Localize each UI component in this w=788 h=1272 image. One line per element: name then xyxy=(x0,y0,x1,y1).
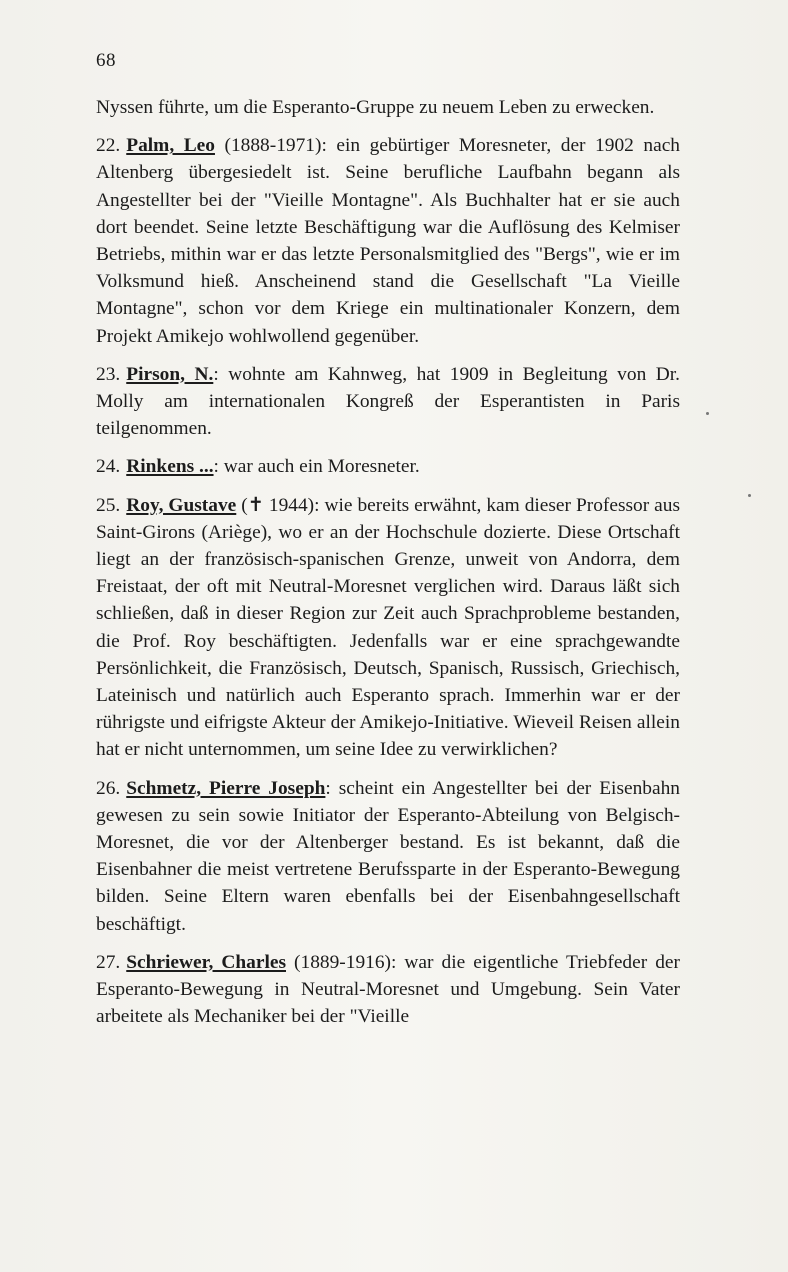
intro-paragraph: Nyssen führte, um die Esperanto-Gruppe zu neuem Leben zu erwecken. xyxy=(96,97,655,118)
entry-25 xyxy=(96,492,680,764)
entry-22 xyxy=(96,132,680,350)
entry-24 xyxy=(96,453,680,480)
entry-number: 22. xyxy=(96,135,121,157)
entry-23 xyxy=(96,361,680,443)
entry-text: : scheint ein Angestellter bei der Eisenbahn gewesen zu sein sowie Initiator der Esperanto-Abteilung von Belgisch-Moresnet, die vor der Altenberger bestand. Es ist bekannt, daß die Eisenbahner die meist vertretene Berufssparte in der Esperanto-Bewegung bilden. Seine Eltern waren ebenfalls bei der Eisenbahngesellschaft beschäftigt. xyxy=(96,777,680,935)
entry-text: (1889-1916): war die eigentliche Triebfeder der Esperanto-Bewegung in Neutral-Moresnet und Umgebung. Sein Vater arbeitete als Mechaniker bei der "Vieille xyxy=(96,951,680,1028)
entry-27 xyxy=(96,949,680,1031)
entry-name: Palm, Leo xyxy=(126,135,215,157)
page-number: 68 xyxy=(96,50,116,71)
entry-number: 25. xyxy=(96,494,121,516)
entry-name: Rinkens ... xyxy=(126,456,214,478)
page-speck xyxy=(748,494,751,497)
entry-text: (1888-1971): ein gebürtiger Moresneter, der 1902 nach Altenberg übergesiedelt ist. Seine berufliche Laufbahn begann als Angestellter bei der "Vieille Montagne". Als Buchhalter hat er sie auch dort beendet. Seine letzte Beschäftigung war die Auflösung des Kelmiser Betriebs, mithin war er das letzte Personalsmitglied des "Bergs", wie er im Volksmund hieß. Anscheinend stand die Gesellschaft "La Vieille Montagne", schon vor dem Kriege ein multinationaler Konzern, dem Projekt Amikejo wohlwollend gegenüber. xyxy=(96,135,680,347)
entry-name: Schmetz, Pierre Joseph xyxy=(126,777,326,799)
entry-number: 24. xyxy=(96,456,121,478)
entry-name: Schriewer, Charles xyxy=(126,951,286,973)
entry-number: 26. xyxy=(96,777,121,799)
page-speck xyxy=(706,412,709,415)
entry-number: 27. xyxy=(96,951,121,973)
body-text xyxy=(96,94,680,1042)
entry-text: : wohnte am Kahnweg, hat 1909 in Begleitung von Dr. Molly am internationalen Kongreß der Esperantisten in Paris teilgenommen. xyxy=(96,363,680,440)
entry-name: Roy, Gustave xyxy=(126,494,237,516)
entry-number: 23. xyxy=(96,363,121,385)
entry-name: Pirson, N. xyxy=(126,363,214,385)
entry-text: : war auch ein Moresneter. xyxy=(213,456,420,478)
entry-text: (✝ 1944): wie bereits erwähnt, kam dieser Professor aus Saint-Girons (Ariège), wo er an der Hochschule dozierte. Diese Ortschaft liegt an der französisch-spanischen Grenze, unweit von Andorra, dem Freistaat, der oft mit Neutral-Moresnet verglichen wird. Daraus läßt sich schließen, daß in dieser Region zur Zeit auch Sprachprobleme bestanden, die Prof. Roy beschäftigten. Jedenfalls war er eine sprachgewandte Persönlichkeit, die Französisch, Deutsch, Spanisch, Russisch, Griechisch, Lateinisch und natürlich auch Esperanto sprach. Immerhin war er der rührigste und eifrigste Akteur der Amikejo-Initiative. Wieveil Reisen allein hat er nicht unternommen, um seine Idee zu verwirklichen? xyxy=(96,494,681,761)
entry-26 xyxy=(96,775,680,938)
